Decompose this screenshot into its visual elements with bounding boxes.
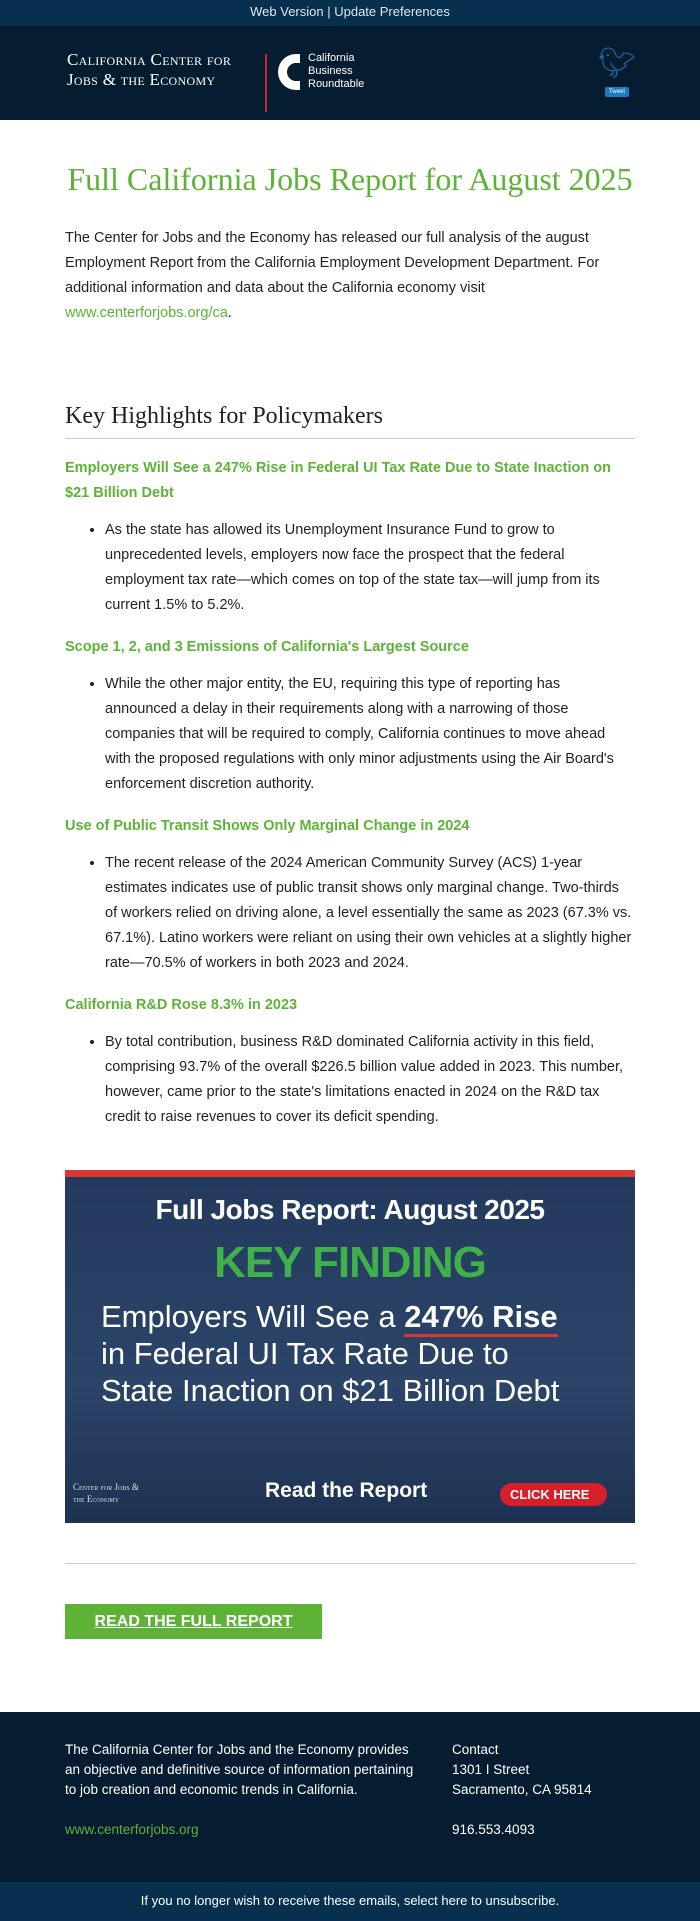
footer-phone: 916.553.4093 bbox=[452, 1822, 535, 1837]
highlight-bullet: • The recent release of the 2024 American Community Survey (ACS) 1-year estimates indicates use of public transit shows only marginal change. Two-thirds of workers relied on driving alone, a level essentially the same as 2023 (67.3% vs. 67.1%). Latino workers were reliant on using their own vehicles at a slightly higher rate—70.5% of workers in both 2023 and 2024. bbox=[105, 851, 635, 976]
centerforjobs-ca-link[interactable]: www.centerforjobs.org/ca bbox=[65, 305, 228, 321]
top-bar bbox=[0, 0, 700, 26]
intro-text bbox=[65, 226, 635, 326]
click-here-button[interactable]: CLICK HERE bbox=[500, 1483, 607, 1506]
banner-highlight: 247% Rise bbox=[404, 1299, 557, 1337]
footer-contact-label: Contact bbox=[452, 1742, 499, 1757]
twitter-share[interactable] bbox=[598, 48, 636, 98]
highlight-heading: Employers Will See a 247% Rise in Federal UI Tax Rate Due to State Inaction on $21 Billion Debt bbox=[65, 460, 611, 501]
intro-end: . bbox=[227, 305, 232, 321]
banner-text: State Inaction on $21 Billion Debt bbox=[101, 1373, 560, 1408]
divider bbox=[65, 1563, 635, 1564]
cbr-line: California bbox=[308, 52, 355, 64]
unsubscribe-link[interactable]: If you no longer wish to receive these emails, select here to unsubscribe. bbox=[0, 1882, 700, 1921]
banner-logo-line: Center for Jobs & bbox=[73, 1482, 139, 1492]
highlight-bullet: • As the state has allowed its Unemployment Insurance Fund to grow to unprecedented levels, employers now face the prospect that the federal employment tax rate—which comes on top of the state tax—will jump from its current 1.5% to 5.2%. bbox=[105, 518, 635, 618]
logo-divider bbox=[265, 54, 267, 112]
separator: | bbox=[323, 4, 335, 19]
banner-text: Employers Will See a bbox=[101, 1299, 405, 1334]
banner-title: Full Jobs Report: August 2025 bbox=[155, 1194, 545, 1225]
intro-body: The Center for Jobs and the Economy has released our full analysis of the august Employment Report from the California Employment Development Department. For additional information and data about the California economy visit bbox=[65, 230, 600, 296]
twitter-bird-icon: 🐦︎ bbox=[598, 47, 637, 80]
footer-street: 1301 I Street bbox=[452, 1762, 530, 1777]
report-banner[interactable] bbox=[65, 1170, 635, 1523]
update-preferences-link[interactable]: Update Preferences bbox=[334, 4, 450, 19]
header bbox=[0, 26, 700, 120]
ccje-logo[interactable] bbox=[67, 50, 231, 90]
logo-line: California Center for bbox=[67, 50, 232, 69]
highlight-heading: California R&D Rose 8.3% in 2023 bbox=[65, 997, 298, 1013]
highlight-heading: Scope 1, 2, and 3 Emissions of California's Largest Source bbox=[65, 639, 469, 655]
highlights-heading: Key Highlights for Policymakers bbox=[65, 403, 635, 439]
banner-logo bbox=[73, 1481, 139, 1505]
banner-text: in Federal UI Tax Rate Due to bbox=[101, 1336, 509, 1371]
read-full-report-button[interactable]: READ THE FULL REPORT bbox=[65, 1604, 322, 1639]
banner-finding-text bbox=[65, 1298, 635, 1409]
banner-logo-line: the Economy bbox=[73, 1494, 120, 1504]
cbr-line: Business bbox=[308, 65, 353, 77]
cbr-mark-icon bbox=[278, 54, 300, 90]
banner-key-finding: KEY FINDING bbox=[214, 1238, 486, 1287]
logo-line: Jobs & the Economy bbox=[67, 70, 216, 89]
page-title: Full California Jobs Report for August 2025 bbox=[67, 161, 633, 197]
cbr-logo[interactable] bbox=[278, 52, 364, 91]
web-version-link[interactable]: Web Version bbox=[250, 4, 324, 19]
highlight-bullet: • By total contribution, business R&D dominated California activity in this field, comprising 93.7% of the overall $226.5 billion value added in 2023. This number, however, came prior to the state's limitations enacted in 2024 on the R&D tax credit to raise revenues to cover its deficit spending. bbox=[105, 1030, 635, 1130]
cbr-line: Roundtable bbox=[308, 78, 365, 90]
highlight-heading: Use of Public Transit Shows Only Marginal Change in 2024 bbox=[65, 818, 470, 834]
tweet-button[interactable]: Tweet bbox=[605, 87, 629, 97]
footer-city: Sacramento, CA 95814 bbox=[452, 1782, 592, 1797]
footer bbox=[0, 1712, 700, 1882]
footer-website-link[interactable]: www.centerforjobs.org bbox=[65, 1822, 199, 1837]
highlight-bullet: • While the other major entity, the EU, requiring this type of reporting has announced a delay in their requirements along with a narrowing of those companies that will be required to comply, California continues to move ahead with the proposed regulations with only minor adjustments using the Air Board's enforcement discretion authority. bbox=[105, 672, 635, 797]
footer-about: The California Center for Jobs and the Economy provides an objective and definitive source of information pertaining to job creation and economic trends in California. bbox=[65, 1742, 414, 1797]
banner-read-report: Read the Report bbox=[265, 1479, 428, 1502]
